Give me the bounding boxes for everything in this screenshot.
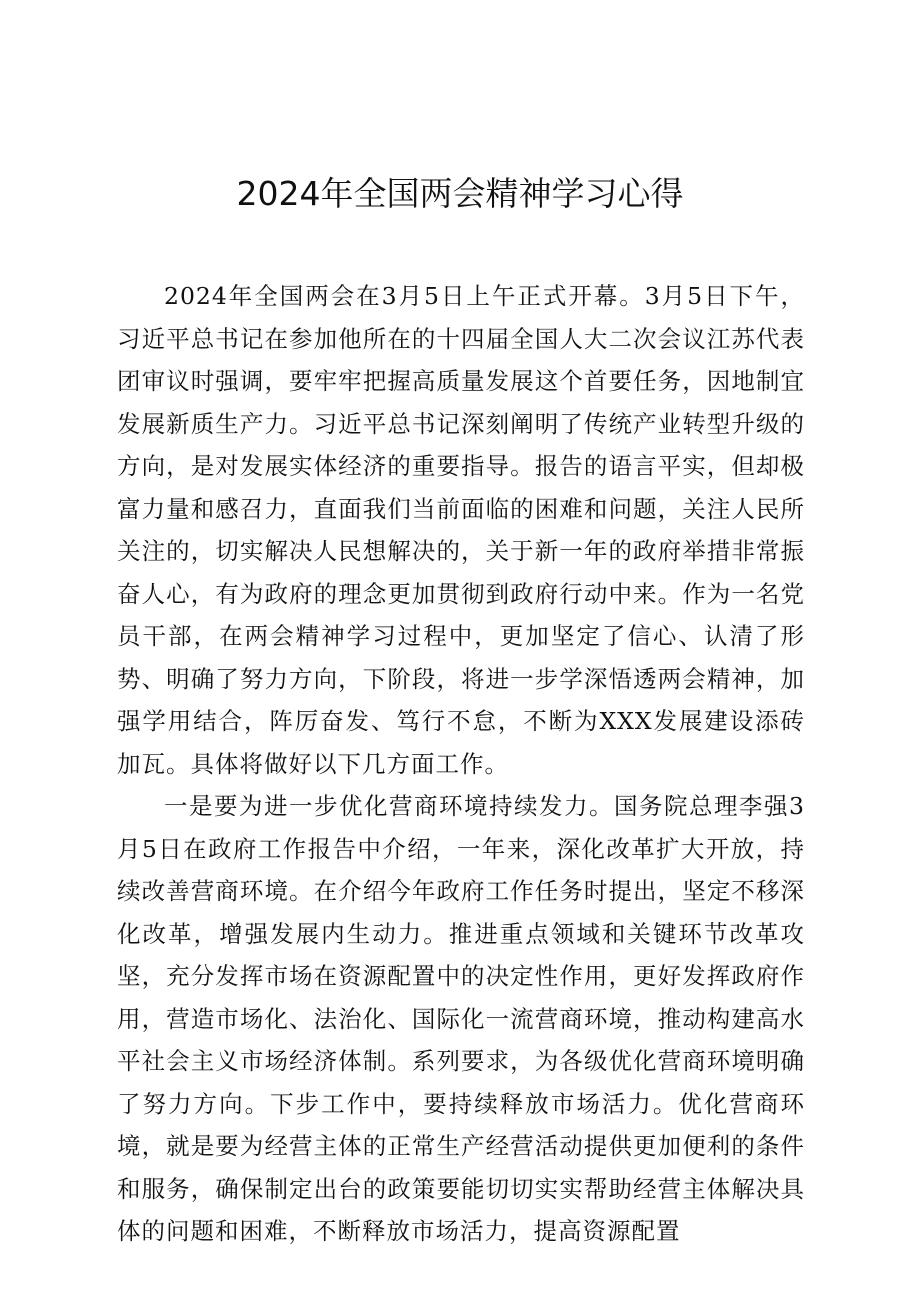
paragraph-business-environment: 一是要为进一步优化营商环境持续发力。国务院总理李强3月5日在政府工作报告中介绍，一年来，深化改革扩大开放，持续改善营商环境。在介绍今年政府工作任务时提出，坚定不移深化改革，增强发展内生动力。推进重点领域和关键环节改革攻坚，充分发挥市场在资源配置中的决定性作用，更好发挥政府作用，营造市场化、法治化、国际化一流营商环境，推动构建高水平社会主义市场经济体制。系列要求，为各级优化营商环境明确了努力方向。下步工作中，要持续释放市场活力。优化营商环境，就是要为经营主体的正常生产经营活动提供更加便利的条件和服务，确保制定出台的政策要能切切实实帮助经营主体解决具体的问题和困难，不断释放市场活力，提高资源配置 xyxy=(117,792,805,1245)
paragraph-intro: 2024年全国两会在3月5日上午正式开幕。3月5日下午，习近平总书记在参加他所在的十四届全国人大二次会议江苏代表团审议时强调，要牢牢把握高质量发展这个首要任务，因地制宜发展新质生产力。习近平总书记深刻阐明了传统产业转型升级的方向，是对发展实体经济的重要指导。报告的语言平实，但却极富力量和感召力，直面我们当前面临的困难和问题，关注人民所关注的，切实解决人民想解决的，关于新一年的政府举措非常振奋人心，有为政府的理念更加贯彻到政府行动中来。作为一名党员干部，在两会精神学习过程中，更加坚定了信心、认清了形势、明确了努力方向，下阶段，将进一步学深悟透两会精神，加强学用结合，阵厉奋发、笃行不怠，不断为XXX发展建设添砖加瓦。具体将做好以下几方面工作。 xyxy=(117,282,805,778)
document-title: 2024年全国两会精神学习心得 xyxy=(236,174,684,213)
document-body xyxy=(117,275,805,1253)
